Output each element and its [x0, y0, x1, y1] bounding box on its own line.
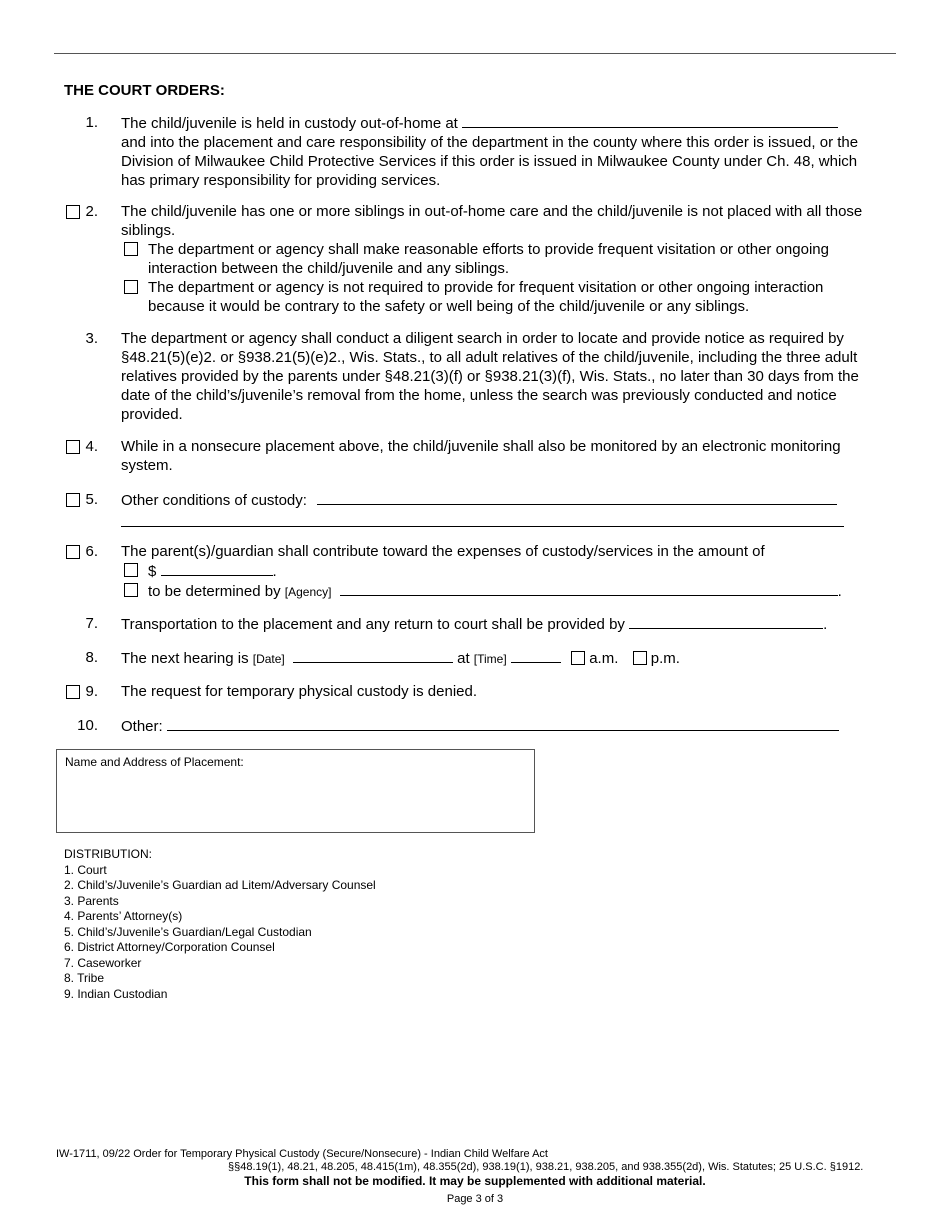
item-number: 2. [85, 203, 98, 220]
placement-location-field[interactable] [462, 113, 838, 128]
item-2-option-b: The department or agency is not required to provide for frequent visitation or other ongoing interaction because it would be contrary to the safety or well being of the child/juvenile or any siblings. [121, 278, 876, 316]
agency-field[interactable] [340, 581, 838, 596]
modification-notice: This form shall not be modified. It may be supplemented with additional material. [244, 1174, 706, 1188]
item-number: 10. [77, 717, 98, 734]
form-page: THE COURT ORDERS: 1. The child/juvenile is held in custody out-of-home at and into the placement and care responsibility of the department in the county where this order is issued, or the Division of Milwaukee Child Protective Services if this order is issued in Milwaukee County under Ch. 48, which has primary responsibility for providing services. 2. The child/juvenile has one or more siblings in out-of-home care and the child/juvenile is not placed with all those siblings. The department or agency shall make reasonable efforts to provide frequent visitation or other ongoing interaction between the child/juvenile and any siblings. The department or agency is not required to provide for frequent visitation or other ongoing interaction because it would be contrary to the safety or well being of the child/juvenile or any siblings. 3. The department or agency shall conduct a diligent search in order to locate and provide notice as required by §48.21(5)(e)2. or §938.21(5)(e)2., Wis. Stats., to all adult relatives of the child/juvenile, including the three adult relatives provided by the parents under §48.21(3)(f) or §938.21(3)(f), Wis. Stats., no later than 30 days from the date of the child’s/juvenile’s removal from the home, unless the search was previously conducted and notice provided. 4. While in a nonsecure placement above, the child/juvenile shall also be monitored by an electronic monitoring system. 5. Other conditions of custody: 6. The parent(s)/guardian shall contribute toward the expenses of custody/services in the amount of $ . to be determined by [Agency] . 7. Transportation to the placement and any return to court shall be provided by . 8. The next hearing is [Date] at [Time] a.m. p.m. 9. The request for temporary physical custody is denied. 10. Other: Name and Address of Placement: DISTRIBUTION: 1. Court 2. Child’s/Juvenile’s Guardian ad Litem/Adversary Counsel 3. Parents 4. Parents’ Attorney(s) 5. Child’s/Juvenile’s Guardian/Legal Custodian 6. District Attorney/Corporation Counsel 7. Caseworker 8. Tribe 9. Indian Custodian IW-1711, 09/22 Order for Temporary Physical Custody (Secure/Nonsecure) - Indian Child Welfare Act §§48.19(1), 48.21, 48.205, 48.415(1m), 48.355(2d), 938.19(1), 938.21, 938.205, and 938.355(2d), Wis. Statutes; 25 U.S.C. §1912. This form shall not be modified. It may be supplemented with additional material. Page 3 of 3 [0, 0, 950, 1230]
item-number: 8. [85, 649, 98, 666]
hearing-time-field[interactable] [511, 648, 561, 663]
am-checkbox[interactable] [571, 651, 585, 665]
item-number: 7. [85, 615, 98, 632]
item-7-text: Transportation to the placement and any return to court shall be provided by [121, 616, 625, 633]
list-item: 8. Tribe [64, 971, 105, 985]
placement-address-box[interactable] [56, 749, 535, 833]
item-2b-checkbox[interactable] [124, 280, 138, 294]
item-9-text: The request for temporary physical custody is denied. [121, 683, 478, 700]
list-item: 3. Parents [64, 893, 119, 908]
list-item: 9. Indian Custodian [64, 986, 168, 1001]
item-3-text: The department or agency shall conduct a diligent search in order to locate and provide notice as required by §48.21(5)(e)2. or §938.21(5)(e)2., Wis. Stats., to all adult relatives of the child/juvenile, including the three adult relatives provided by the parents under §48.21(3)(f) or §938.21(3)(f), Wis. Stats., no later than 30 days from the date of the child’s/juvenile’s removal from the home, unless the search was previously conducted and notice provided. [121, 330, 859, 423]
item-number: 3. [85, 330, 98, 347]
transportation-provider-field[interactable] [629, 614, 823, 629]
list-item: 6. District Attorney/Corporation Counsel [64, 940, 275, 954]
item-6-tbd-option: to be determined by [Agency] . [121, 581, 876, 602]
form-id: IW-1711, 09/22 Order for Temporary Physical Custody (Secure/Nonsecure) - Indian Child Welfare Act [56, 1148, 548, 1160]
other-conditions-field-line-2[interactable] [121, 512, 844, 527]
amount-field[interactable] [161, 561, 273, 576]
list-item: 2. Child’s/Juvenile’s Guardian ad Litem/Adversary Counsel [64, 878, 376, 892]
hearing-date-field[interactable] [293, 648, 453, 663]
other-orders-field[interactable] [167, 716, 839, 731]
item-number: 9. [85, 683, 98, 700]
placement-box-label: Name and Address of Placement: [65, 755, 244, 769]
item-8-text: The next hearing is [121, 650, 249, 667]
item-number: 5. [85, 491, 98, 508]
list-item: 5. Child’s/Juvenile’s Guardian/Legal Custodian [64, 924, 312, 939]
list-item: 1. Court [64, 862, 107, 877]
item-5-text: Other conditions of custody: [121, 492, 307, 509]
am-label: a.m. [589, 650, 619, 667]
item-number: 6. [85, 543, 98, 560]
item-6-tbd-checkbox[interactable] [124, 583, 138, 597]
dollar-sign: $ [148, 563, 157, 580]
item-6-amount-checkbox[interactable] [124, 563, 138, 577]
item-number: 4. [85, 438, 98, 455]
top-divider [54, 53, 896, 54]
item-1-text: The child/juvenile is held in custody out-of-home at [121, 115, 458, 132]
date-hint: [Date] [252, 652, 285, 666]
item-number: 1. [85, 114, 98, 131]
item-1-text-continued: and into the placement and care responsibility of the department in the county where this order is issued, or the Division of Milwaukee Child Protective Services if this order is issued in Milwaukee County under Ch. 48, which has primary responsibility for providing services. [121, 134, 859, 189]
item-6-text: The parent(s)/guardian shall contribute toward the expenses of custody/services in the amount of [121, 543, 765, 560]
pm-label: p.m. [650, 650, 680, 667]
page-number: Page 3 of 3 [446, 1193, 504, 1205]
item-2-text: The child/juvenile has one or more siblings in out-of-home care and the child/juvenile is not placed with all those siblings. [121, 203, 863, 239]
item-2-option-a: The department or agency shall make reasonable efforts to provide frequent visitation or other ongoing interaction between the child/juvenile and any siblings. [121, 240, 876, 278]
other-conditions-field[interactable] [317, 490, 837, 505]
item-10-text: Other: [121, 718, 163, 735]
distribution-list [64, 847, 376, 1002]
statute-citation: §§48.19(1), 48.21, 48.205, 48.415(1m), 48.355(2d), 938.19(1), 938.21, 938.205, and 938.355(2d), Wis. Statutes; 25 U.S.C. §1912. [228, 1161, 864, 1173]
item-6-amount-option: $ . [121, 561, 876, 581]
agency-hint: [Agency] [284, 585, 332, 599]
item-4-text: While in a nonsecure placement above, the child/juvenile shall also be monitored by an electronic monitoring system. [121, 438, 841, 474]
time-hint: [Time] [473, 652, 507, 666]
list-item: 7. Caseworker [64, 955, 142, 970]
distribution-title: DISTRIBUTION: [64, 847, 153, 861]
list-item: 4. Parents’ Attorney(s) [64, 909, 183, 923]
court-orders-heading: THE COURT ORDERS: [64, 82, 225, 99]
item-2a-checkbox[interactable] [124, 242, 138, 256]
pm-checkbox[interactable] [633, 651, 647, 665]
